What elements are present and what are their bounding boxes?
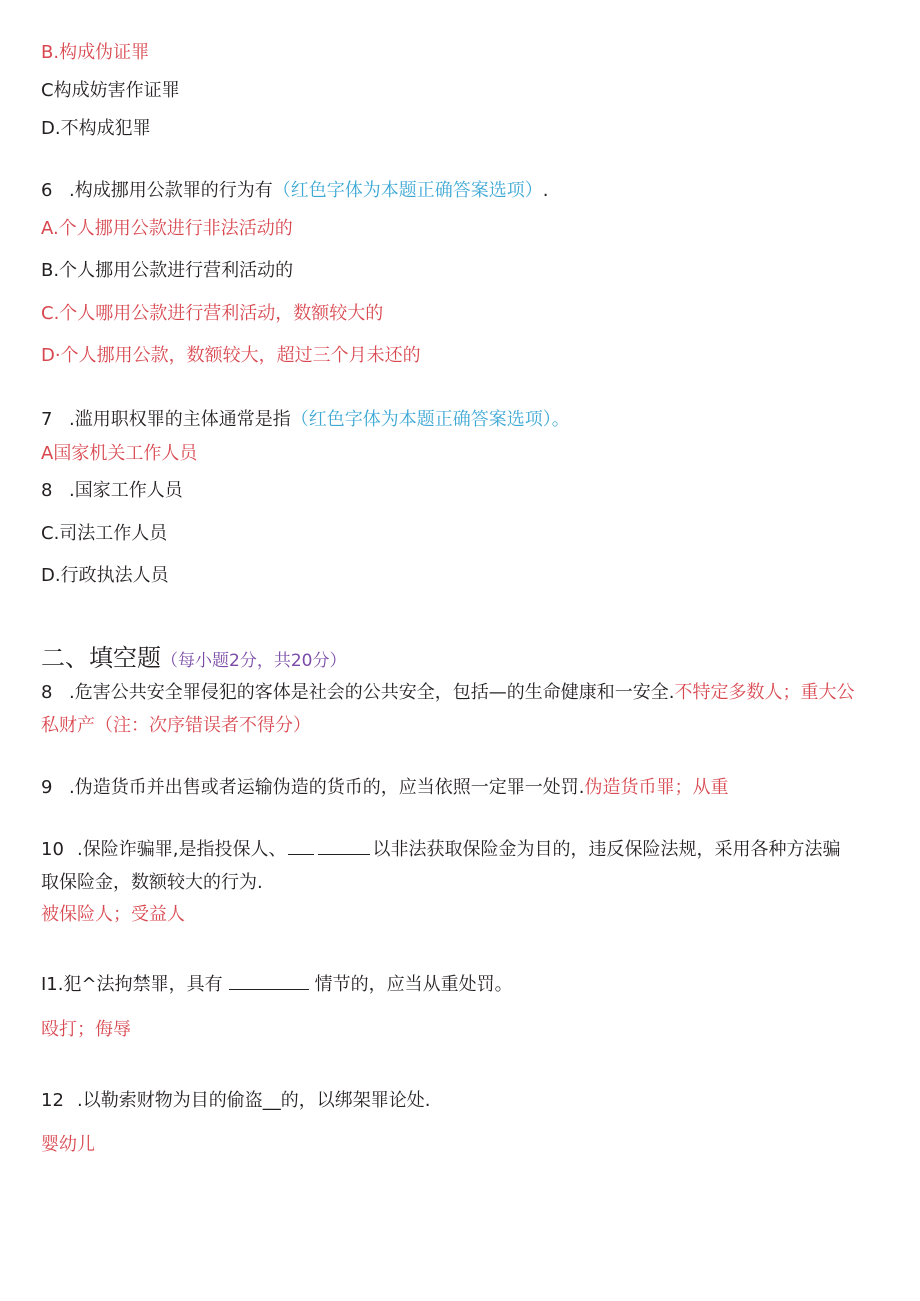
section-title: 二、填空题 [41, 644, 161, 672]
q7-option-a: A国家机关工作人员 [41, 443, 198, 464]
q5-option-c: C构成妨害作证罪 [41, 80, 180, 101]
q7-option-b-number: 8 [41, 480, 53, 501]
f10-blank-2 [318, 838, 370, 855]
f11-stem-a: I1.犯^法拘禁罪，具有 [41, 974, 223, 995]
f11-line [41, 972, 513, 998]
q6-number: 6 [41, 180, 53, 201]
f12-number: 12 [41, 1090, 64, 1111]
f10-line1 [41, 837, 840, 863]
q6-option-a: A.个人挪用公款进行非法活动的 [41, 218, 293, 239]
q5-option-b: B.构成伪证罪 [41, 42, 150, 63]
q6-option-b: B.个人挪用公款进行营利活动的 [41, 260, 294, 281]
section-note: （每小题2分，共20分） [161, 651, 347, 671]
q7-stem-text: .滥用职权罪的主体通常是指 [69, 409, 291, 430]
f8-number: 8 [41, 682, 53, 703]
q6-option-d: D·个人挪用公款，数额较大，超过三个月未还的 [41, 345, 421, 366]
f10-blank-1 [288, 838, 314, 855]
f8-answer-2: 私财产（注：次序错误者不得分） [41, 715, 311, 736]
f12-line [41, 1088, 430, 1114]
f10-answer: 被保险人；受益人 [41, 904, 185, 925]
f11-stem-b: 情节的，应当从重处罚。 [314, 974, 513, 995]
f12-stem: .以勒索财物为目的偷盗__的，以绑架罪论处. [77, 1090, 431, 1111]
f10-stem-a: .保险诈骗罪,是指投保人、 [77, 839, 287, 860]
f11-blank [229, 973, 309, 990]
q7-option-d: D.行政执法人员 [41, 565, 169, 586]
f10-stem-b: 以非法获取保险金为目的，违反保险法规，采用各种方法骗 [372, 839, 841, 860]
q7-stem [41, 407, 570, 433]
q6-hint: （红色字体为本题正确答案选项） [272, 180, 543, 201]
q6-option-c: C.个人哪用公款进行营利活动，数额较大的 [41, 303, 384, 324]
f10-line2: 取保险金，数额较大的行为. [41, 872, 263, 893]
q5-option-d: D.不构成犯罪 [41, 118, 151, 139]
q6-end: . [542, 180, 549, 201]
f9-stem: .伪造货币并出售或者运输伪造的货币的，应当依照一定罪一处罚. [69, 777, 585, 798]
f9-line [41, 775, 728, 801]
section-heading [41, 642, 346, 677]
q7-number: 7 [41, 409, 53, 430]
q7-end: 。 [551, 409, 570, 430]
q6-stem [41, 178, 548, 204]
f8-stem: .危害公共安全罪侵犯的客体是社会的公共安全，包括—的生命健康和一安全. [69, 682, 675, 703]
f9-answer: 伪造货币罪；从重 [584, 777, 729, 798]
q7-option-c: C.司法工作人员 [41, 523, 168, 544]
q7-option-b-text: .国家工作人员 [69, 480, 183, 501]
q7-option-b [41, 478, 183, 504]
f11-answer: 殴打；侮辱 [41, 1019, 131, 1040]
f9-number: 9 [41, 777, 53, 798]
q6-stem-text: .构成挪用公款罪的行为有 [69, 180, 273, 201]
f8-line1 [41, 680, 854, 706]
f12-answer: 婴幼儿 [41, 1134, 95, 1155]
f10-number: 10 [41, 839, 64, 860]
f8-answer-1: 不特定多数人；重大公 [674, 682, 855, 703]
q7-hint: （红色字体为本题正确答案选项） [290, 409, 552, 430]
